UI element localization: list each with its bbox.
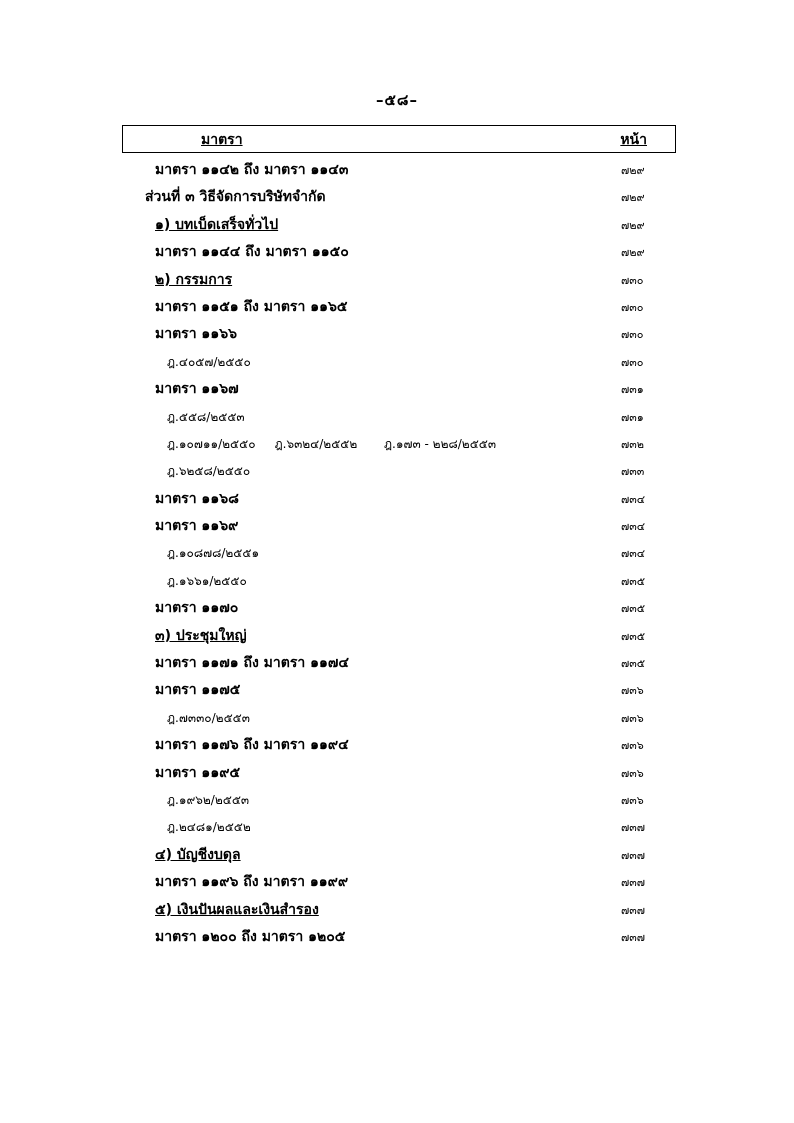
- toc-entry-label: ฎ.๔๐๕๗/๒๕๕๐: [167, 354, 251, 369]
- toc-entry-article: [0, 593, 794, 620]
- toc-entry-page: ๗๓๔: [621, 520, 646, 534]
- toc-list: [0, 155, 794, 949]
- toc-entry-section: [0, 621, 794, 648]
- toc-entry-page: ๗๓๖: [621, 711, 644, 725]
- toc-entry-page: ๗๒๙: [621, 218, 645, 232]
- toc-entry-case: [0, 812, 794, 839]
- toc-entry-label: มาตรา ๑๑๖๙: [155, 518, 239, 535]
- toc-entry-page: ๗๓๕: [621, 629, 646, 643]
- toc-entry-article: [0, 648, 794, 675]
- toc-entry-label: มาตรา ๑๑๖๖: [155, 326, 237, 343]
- toc-entry-page: ๗๓๔: [621, 492, 646, 506]
- toc-entry-article: [0, 319, 794, 346]
- toc-entry-article: [0, 484, 794, 511]
- toc-entry-label: ฎ.๑๐๗๑๑/๒๕๕๐ ฎ.๖๓๒๔/๒๕๕๒ ฎ.๑๗๓ - ๒๒๘/๒๕๕๓: [167, 436, 497, 451]
- toc-entry-label: ฎ.๕๕๘/๒๕๕๓: [167, 409, 245, 424]
- toc-entry-page: ๗๓๖: [621, 739, 644, 753]
- toc-entry-page: ๗๓๔: [621, 547, 646, 561]
- toc-entry-page: ๗๓๒: [621, 437, 645, 451]
- toc-entry-label: ส่วนที่ ๓ วิธีจัดการบริษัทจำกัด: [145, 189, 326, 206]
- toc-entry-case: [0, 429, 794, 456]
- toc-entry-page: ๗๓๖: [621, 793, 644, 807]
- toc-entry-page: ๗๓๐: [621, 300, 644, 314]
- toc-entry-page: ๗๓๐: [621, 328, 644, 342]
- toc-entry-section: [0, 895, 794, 922]
- toc-entry-label: ฎ.๒๔๘๑/๒๕๕๒: [167, 820, 251, 835]
- page-number: –๕๘–: [376, 91, 418, 109]
- toc-entry-page: ๗๓๓: [621, 465, 645, 479]
- toc-entry-case: [0, 538, 794, 565]
- toc-entry-label: ฎ.๑๙๖๒/๒๕๕๓: [167, 792, 250, 807]
- toc-entry-label: มาตรา ๑๑๙๕: [155, 764, 241, 781]
- toc-entry-page: ๗๓๖: [621, 766, 644, 780]
- header-page-label: หน้า: [620, 132, 647, 148]
- toc-entry-case: [0, 456, 794, 483]
- toc-entry-page: ๗๒๙: [621, 164, 645, 177]
- toc-entry-label: ฎ.๑๖๖๑/๒๕๕๐: [167, 573, 247, 588]
- toc-entry-article: [0, 867, 794, 894]
- header-section-label: มาตรา: [201, 132, 243, 148]
- toc-entry-page: ๗๓๑: [621, 383, 644, 397]
- toc-entry-case: [0, 402, 794, 429]
- toc-entry-page: ๗๒๙: [621, 191, 645, 205]
- toc-entry-case: [0, 347, 794, 374]
- toc-entry-label: มาตรา ๑๑๖๗: [155, 381, 239, 398]
- toc-entry-page: ๗๓๗: [621, 848, 646, 862]
- toc-entry-section: [0, 840, 794, 867]
- toc-entry-page: ๗๓๗: [621, 903, 646, 917]
- toc-entry-label: ฎ.๖๒๕๘/๒๕๕๐: [167, 464, 251, 479]
- toc-entry-label: ๕) เงินปันผลและเงินสำรอง: [155, 901, 319, 918]
- toc-entry-article: [0, 675, 794, 702]
- toc-entry-article: [0, 922, 794, 949]
- toc-entry-part: [0, 182, 794, 209]
- toc-entry-label: ๓) ประชุมใหญ่: [155, 627, 247, 644]
- toc-entry-label: มาตรา ๑๑๔๒ ถึง มาตรา ๑๑๔๓: [155, 162, 349, 178]
- toc-entry-page: ๗๓๕: [621, 574, 646, 588]
- toc-entry-page: ๗๓๑: [621, 410, 644, 424]
- toc-entry-label: ๒) กรรมการ: [155, 271, 233, 288]
- toc-entry-case: [0, 566, 794, 593]
- toc-entry-section: [0, 210, 794, 237]
- toc-entry-article: [0, 292, 794, 319]
- toc-entry-label: ฎ.๑๐๘๗๘/๒๕๕๑: [167, 546, 260, 561]
- toc-entry-article: [0, 155, 794, 182]
- toc-entry-label: มาตรา ๑๑๗๕: [155, 682, 241, 699]
- toc-entry-section: [0, 265, 794, 292]
- toc-entry-label: มาตรา ๑๑๗๐: [155, 600, 239, 617]
- toc-entry-label: มาตรา ๑๒๐๐ ถึง มาตรา ๑๒๐๕: [155, 928, 346, 945]
- toc-entry-page: ๗๓๕: [621, 602, 646, 616]
- toc-entry-article: [0, 511, 794, 538]
- toc-header: [122, 125, 676, 153]
- toc-entry-article: [0, 730, 794, 757]
- toc-entry-label: ฎ.๗๓๓๐/๒๕๕๓: [167, 710, 250, 725]
- toc-entry-label: ๔) บัญชีงบดุล: [155, 846, 241, 863]
- toc-entry-page: ๗๓๐: [621, 355, 644, 369]
- toc-entry-label: มาตรา ๑๑๖๘: [155, 490, 239, 507]
- toc-entry-case: [0, 703, 794, 730]
- toc-entry-label: ๑) บทเบ็ดเสร็จทั่วไป: [155, 216, 279, 233]
- toc-entry-article: [0, 237, 794, 264]
- toc-entry-article: [0, 758, 794, 785]
- toc-entry-case: [0, 785, 794, 812]
- toc-entry-page: ๗๓๖: [621, 684, 644, 698]
- toc-entry-article: [0, 374, 794, 401]
- toc-entry-page: ๗๓๗: [621, 930, 646, 944]
- toc-entry-label: มาตรา ๑๑๗๖ ถึง มาตรา ๑๑๙๔: [155, 737, 349, 754]
- toc-entry-label: มาตรา ๑๑๕๑ ถึง มาตรา ๑๑๖๕: [155, 298, 348, 315]
- toc-entry-label: มาตรา ๑๑๗๑ ถึง มาตรา ๑๑๗๔: [155, 655, 350, 672]
- toc-entry-label: มาตรา ๑๑๙๖ ถึง มาตรา ๑๑๙๙: [155, 874, 349, 891]
- toc-entry-page: ๗๓๗: [621, 876, 646, 890]
- toc-entry-page: ๗๓๕: [621, 657, 646, 671]
- toc-entry-page: ๗๒๙: [621, 246, 645, 260]
- toc-entry-page: ๗๓๐: [621, 273, 644, 287]
- toc-entry-page: ๗๓๗: [621, 821, 646, 835]
- toc-entry-label: มาตรา ๑๑๔๔ ถึง มาตรา ๑๑๕๐: [155, 244, 349, 261]
